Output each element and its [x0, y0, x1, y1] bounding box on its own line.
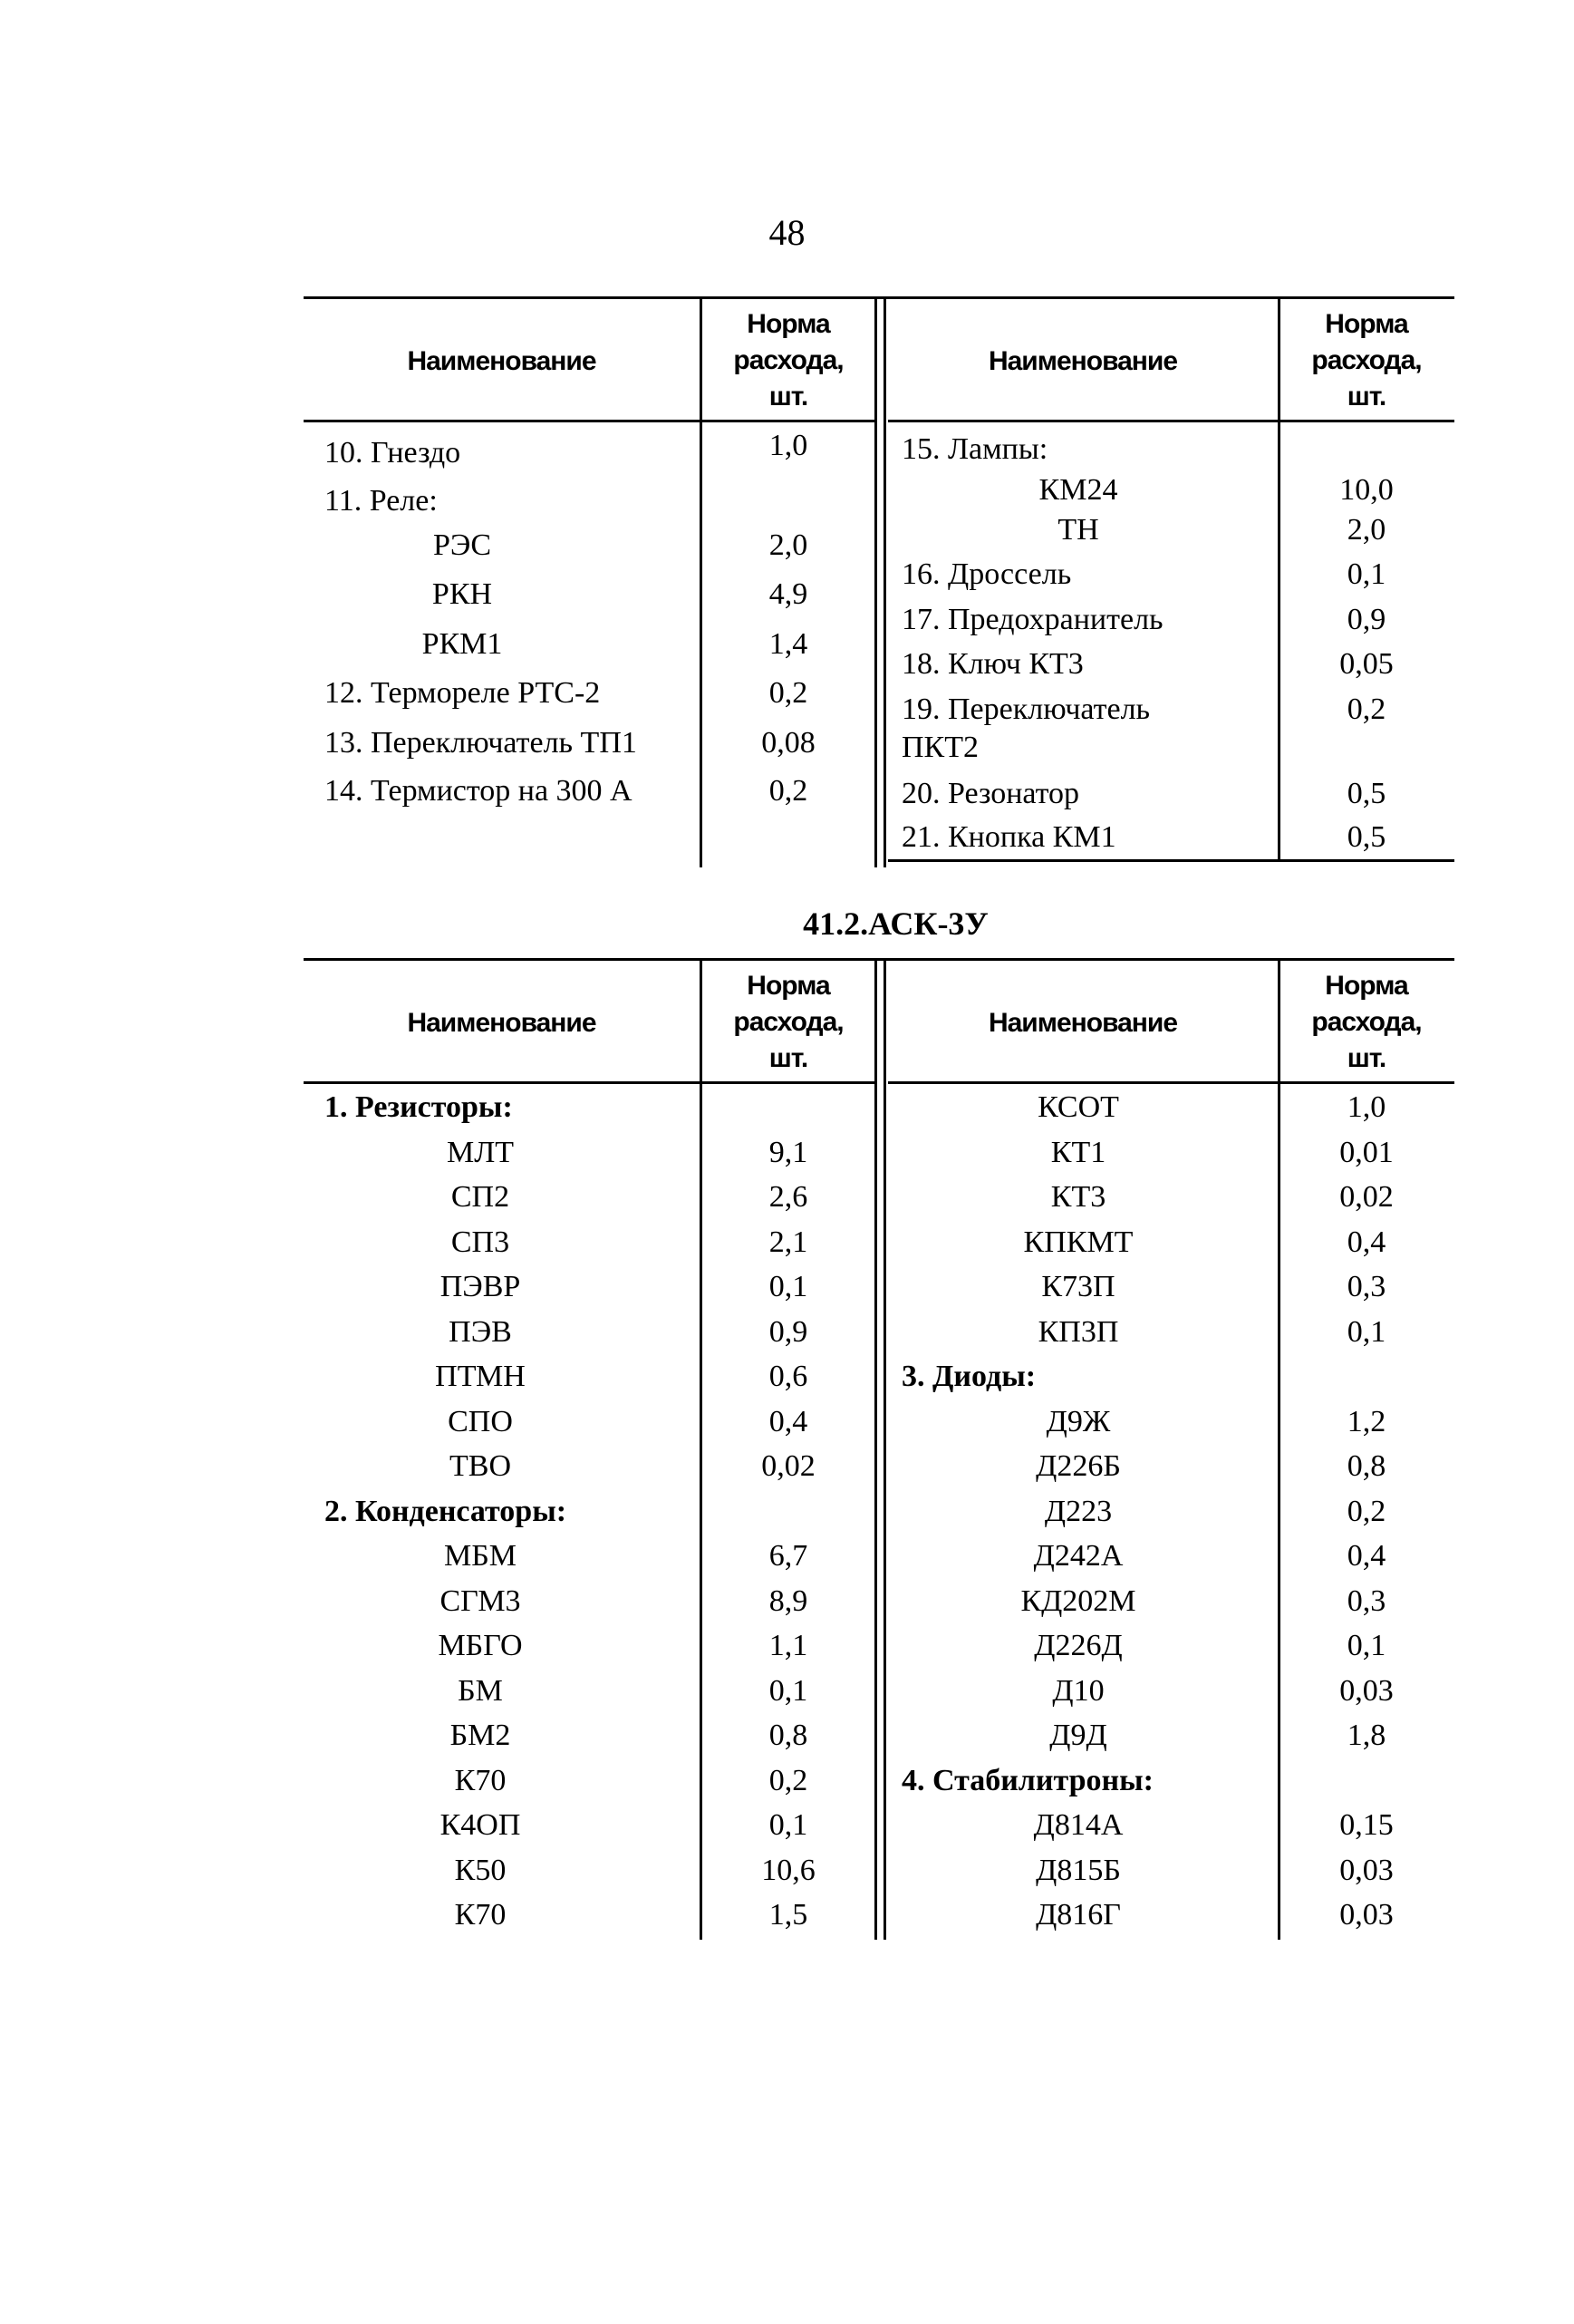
table-row-name: Д816Г: [1036, 1898, 1121, 1932]
header-norm-line-2: расхода,: [1311, 345, 1422, 375]
table-row-name: 4. Стабилитроны:: [902, 1763, 1154, 1797]
table-row-norm: 8,9: [768, 1583, 808, 1618]
table-row-norm: 6,7: [768, 1539, 808, 1573]
table-row-name: 19. Переключатель: [902, 692, 1151, 726]
table-row-name: ПЭВ: [449, 1314, 512, 1349]
table-row-norm: 1,1: [768, 1629, 808, 1662]
table-row-norm: 0,1: [1347, 1629, 1386, 1662]
header-norm-line-1: Норма: [747, 971, 830, 1001]
table-row-name: Д10: [1052, 1673, 1105, 1708]
table-row-name: К4ОП: [439, 1808, 521, 1842]
table-row-name: Д226Б: [1036, 1449, 1121, 1483]
table-row-norm: 4,9: [768, 577, 808, 611]
header-norm-line-3: шт.: [1347, 382, 1386, 412]
table-row-name: ТВО: [449, 1449, 511, 1483]
page-number: 48: [768, 212, 806, 253]
table-row-name: СП2: [450, 1180, 510, 1214]
table-row-norm: 1,4: [768, 627, 808, 661]
table-1-header-name-left: Наименование: [407, 346, 596, 376]
table-row-norm: 0,8: [768, 1719, 808, 1752]
table-row-name: МЛТ: [446, 1135, 515, 1169]
table-row-name: КМ24: [1038, 473, 1118, 507]
table-row-norm: 0,4: [1347, 1225, 1386, 1259]
table-row-name: 10. Гнездо: [324, 436, 461, 470]
table-row-name: 1. Резисторы:: [324, 1090, 513, 1124]
table-row-name: СП3: [450, 1225, 510, 1259]
table-1-center-divider-a: [874, 296, 877, 867]
table-row-name: ПТМН: [435, 1360, 526, 1393]
table-row-name: Д815Б: [1036, 1853, 1121, 1887]
table-row-norm: 0,2: [768, 774, 808, 808]
section-title: 41.2.АСК-3У: [803, 905, 989, 942]
table-1-header-name-right: Наименование: [988, 346, 1178, 376]
header-norm-line-1: Норма: [747, 309, 830, 339]
table-2-header-norm-left: [702, 968, 874, 1077]
table-row-name: РКН: [431, 577, 493, 611]
table-row-norm: 0,02: [761, 1449, 816, 1483]
table-row-norm: 0,8: [1347, 1449, 1386, 1483]
table-1-header-rule-left: [304, 420, 876, 422]
table-row-norm: 2,0: [768, 528, 808, 562]
table-row-name: 16. Дроссель: [902, 557, 1072, 591]
table-row-name: МБГО: [438, 1629, 523, 1662]
table-row-norm: 0,1: [768, 1270, 808, 1303]
table-2-header-name-left: Наименование: [407, 1008, 596, 1038]
table-row-norm: 1,5: [768, 1898, 808, 1932]
table-row-name: Д9Д: [1049, 1719, 1107, 1752]
table-row-norm: 1,8: [1347, 1719, 1386, 1752]
table-row-norm: 2,0: [1347, 513, 1386, 547]
table-row-norm: 0,03: [1339, 1853, 1394, 1887]
table-2-center-divider-b: [884, 958, 886, 1940]
table-row-norm: 0,02: [1339, 1180, 1394, 1214]
header-norm-line-3: шт.: [768, 382, 808, 412]
table-row-name: К50: [454, 1853, 507, 1887]
header-norm-line-2: расхода,: [733, 1007, 844, 1037]
table-row-name: 3. Диоды:: [902, 1360, 1037, 1393]
table-row-name: КТ3: [1050, 1180, 1106, 1214]
table-row-name: КД202М: [1020, 1583, 1136, 1618]
table-row-norm: 0,1: [768, 1808, 808, 1842]
table-row-name: К70: [454, 1763, 507, 1797]
table-row-norm: 0,01: [1339, 1135, 1394, 1169]
table-row-norm: 1,0: [768, 429, 808, 462]
table-2-header-name-right: Наименование: [988, 1008, 1178, 1038]
table-row-name: РЭС: [432, 528, 492, 562]
header-norm-line-1: Норма: [1325, 309, 1408, 339]
table-row-norm: 0,03: [1339, 1673, 1394, 1708]
table-row-norm: 0,4: [768, 1404, 808, 1438]
table-1-header-norm-right: [1280, 306, 1453, 415]
table-row-name: Д242А: [1033, 1539, 1124, 1573]
table-row-name: 18. Ключ КТ3: [902, 647, 1084, 681]
table-row-norm: 0,5: [1347, 820, 1386, 854]
table-row-norm: 0,08: [761, 726, 816, 760]
table-1-header-norm-left: [702, 306, 874, 415]
header-norm-line-2: расхода,: [733, 345, 844, 375]
table-2-header-rule-left: [304, 1081, 876, 1084]
table-row-norm: 0,1: [1347, 557, 1386, 591]
table-row-name: 15. Лампы:: [902, 432, 1048, 466]
table-row-name: 21. Кнопка КМ1: [902, 820, 1116, 854]
table-row-norm: 2,6: [768, 1180, 808, 1214]
table-row-name: КПКМТ: [1023, 1225, 1134, 1259]
table-2-header-norm-right: [1280, 968, 1453, 1077]
table-row-name: ТН: [1057, 513, 1099, 547]
table-row-norm: 9,1: [768, 1135, 808, 1169]
table-row-name: Д9Ж: [1046, 1404, 1111, 1438]
table-row-name: БМ2: [449, 1719, 511, 1752]
table-row-name: К73П: [1041, 1270, 1115, 1303]
table-1-center-divider-b: [884, 296, 886, 867]
table-row-name: 14. Термистор на 300 А: [324, 774, 632, 808]
table-row-name-continued: ПКТ2: [902, 731, 979, 764]
table-row-norm: 0,2: [768, 676, 808, 710]
table-row-norm: 0,2: [1347, 692, 1386, 726]
table-row-name: МБМ: [444, 1539, 517, 1573]
table-row-name: Д223: [1044, 1494, 1113, 1528]
table-1-top-rule: [304, 296, 1454, 299]
table-row-name: КСОТ: [1038, 1090, 1119, 1124]
table-row-name: СПО: [448, 1404, 513, 1438]
table-row-norm: 0,1: [768, 1673, 808, 1708]
header-norm-line-2: расхода,: [1311, 1007, 1422, 1037]
table-row-norm: 0,6: [768, 1360, 808, 1393]
table-row-norm: 0,9: [1347, 603, 1386, 636]
table-row-name: КП3П: [1038, 1314, 1119, 1349]
table-row-norm: 0,03: [1339, 1898, 1394, 1932]
table-row-norm: 1,2: [1347, 1404, 1386, 1438]
table-row-name: 20. Резонатор: [902, 777, 1080, 810]
table-row-name: Д814А: [1033, 1808, 1124, 1842]
table-row-norm: 0,5: [1347, 777, 1386, 810]
table-row-name: 17. Предохранитель: [902, 603, 1164, 636]
header-norm-line-3: шт.: [1347, 1043, 1386, 1073]
table-row-norm: 0,3: [1347, 1270, 1386, 1303]
table-1-header-rule-right: [888, 420, 1454, 422]
table-row-norm: 2,1: [768, 1225, 808, 1259]
table-row-norm: 0,9: [768, 1314, 808, 1349]
table-1-bottom-rule-right: [888, 859, 1454, 862]
header-norm-line-1: Норма: [1325, 971, 1408, 1001]
header-norm-line-3: шт.: [768, 1043, 808, 1073]
table-row-norm: 0,3: [1347, 1583, 1386, 1618]
table-row-name: РКМ1: [421, 627, 503, 661]
table-row-name: 11. Реле:: [324, 484, 438, 518]
table-2-center-divider-a: [874, 958, 877, 1940]
table-row-name: К70: [454, 1898, 507, 1932]
table-row-norm: 0,2: [768, 1763, 808, 1797]
table-2-header-rule-right: [888, 1081, 1454, 1084]
table-row-name: ПЭВР: [439, 1270, 521, 1303]
table-row-norm: 0,2: [1347, 1494, 1386, 1528]
table-row-name: 2. Конденсаторы:: [324, 1494, 567, 1528]
table-row-norm: 0,1: [1347, 1314, 1386, 1349]
table-row-norm: 0,15: [1339, 1808, 1394, 1842]
table-row-norm: 1,0: [1347, 1090, 1386, 1124]
table-row-name: Д226Д: [1034, 1629, 1123, 1662]
table-row-name: КТ1: [1050, 1135, 1106, 1169]
table-row-norm: 0,05: [1339, 647, 1394, 681]
table-row-norm: 10,0: [1339, 473, 1394, 507]
table-row-name: 13. Переключатель ТП1: [324, 726, 637, 760]
table-2-top-rule: [304, 958, 1454, 961]
table-row-name: 12. Термореле РТС-2: [324, 676, 601, 710]
table-row-norm: 10,6: [761, 1853, 816, 1887]
table-row-name: СГМ3: [439, 1583, 521, 1618]
table-row-name: БМ: [458, 1673, 503, 1708]
table-row-norm: 0,4: [1347, 1539, 1386, 1573]
